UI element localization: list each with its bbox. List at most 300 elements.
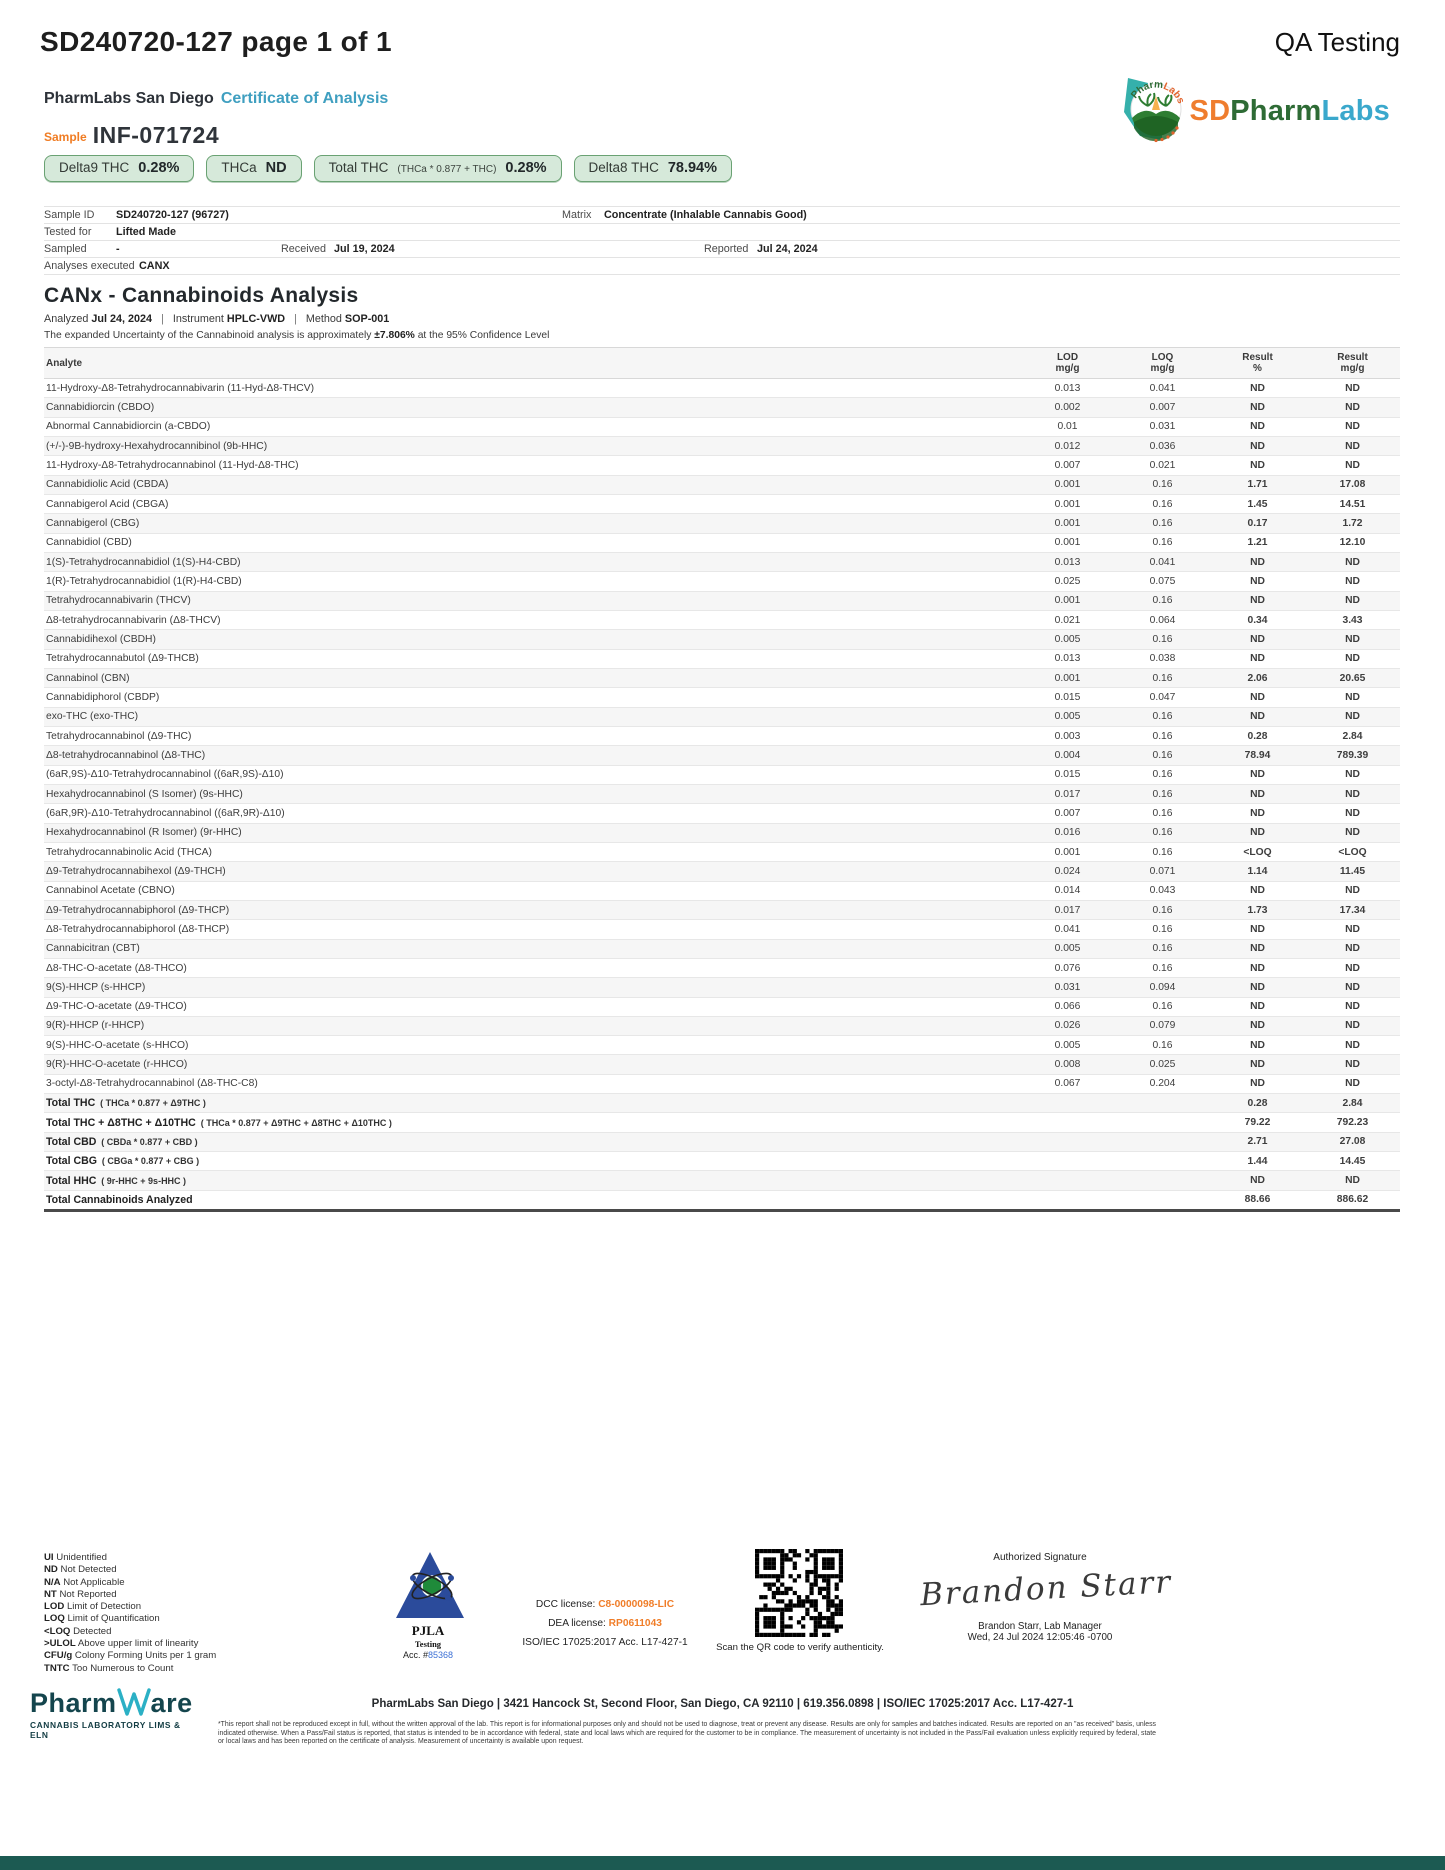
dcc-value: C8-0000098-LIC <box>598 1599 675 1610</box>
logo-pharm-text: Pharm <box>1230 94 1322 127</box>
lod-value: 0.005 <box>1054 633 1081 645</box>
badge-value: 0.28% <box>138 160 180 176</box>
analyte-name: (+/-)-9B-hydroxy-Hexahydrocannibinol (9b-HHC) <box>46 440 268 452</box>
result-mg-value: ND <box>1345 1020 1360 1032</box>
analyte-name: Δ9-Tetrahydrocannabihexol (Δ9-THCH) <box>46 865 226 877</box>
method-value: SOP-001 <box>344 313 390 325</box>
analyte-row <box>44 1036 1400 1055</box>
sample-info-row <box>44 206 1400 224</box>
lod-value: 0.013 <box>1054 556 1081 568</box>
result-pct-value: ND <box>1250 827 1265 839</box>
analyte-row <box>44 553 1400 572</box>
total-formula: ( 9r-HHC + 9s-HHC ) <box>101 1175 187 1186</box>
lod-value: 0.003 <box>1054 730 1081 742</box>
lod-value: 0.001 <box>1054 498 1081 510</box>
analyte-row <box>44 630 1400 649</box>
analyte-name: 9(S)-HHC-O-acetate (s-HHCO) <box>46 1039 189 1051</box>
loq-value: 0.16 <box>1152 788 1173 800</box>
lod-value: 0.066 <box>1054 1001 1081 1013</box>
sdpharmlabs-logo <box>1114 76 1390 146</box>
result-pct-value: ND <box>1250 923 1265 935</box>
signature-date: Wed, 24 Jul 2024 12:05:46 -0700 <box>967 1632 1113 1643</box>
loq-value: 0.16 <box>1152 730 1173 742</box>
total-name: Total THC <box>46 1097 96 1110</box>
analyte-name: Hexahydrocannabinol (R Isomer) (9r-HHC) <box>46 827 242 839</box>
result-pct-value: ND <box>1250 459 1265 471</box>
analyte-name: Cannabidihexol (CBDH) <box>46 633 156 645</box>
matrix-value: Concentrate (Inhalable Cannabis Good) <box>604 209 807 221</box>
result-pct-value: 0.28 <box>1247 730 1268 742</box>
lod-value: 0.004 <box>1054 749 1081 761</box>
lod-value: 0.012 <box>1054 440 1081 452</box>
total-result-pct: 88.66 <box>1244 1194 1271 1206</box>
lab-address-line: PharmLabs San Diego | 3421 Hancock St, Second Floor, San Diego, CA 92110 | 619.356.0898 | ISO/IEC 17025:2017 Acc. L17-427-1 <box>371 1698 1074 1710</box>
legend-text: Not Applicable <box>63 1576 125 1588</box>
loq-value: 0.16 <box>1152 595 1173 607</box>
uncertainty-suffix: at the 95% Confidence Level <box>414 330 550 341</box>
legend-text: Limit of Quantification <box>67 1613 160 1625</box>
lod-value: 0.001 <box>1054 479 1081 491</box>
analyte-row <box>44 379 1400 398</box>
analyte-name: Δ8-tetrahydrocannabivarin (Δ8-THCV) <box>46 614 221 626</box>
analyte-row <box>44 669 1400 688</box>
analyte-name: Cannabidiol (CBD) <box>46 537 132 549</box>
analyte-name: Cannabidiolic Acid (CBDA) <box>46 479 169 491</box>
badge-label: Delta8 THC <box>588 160 659 175</box>
lod-value: 0.001 <box>1054 846 1081 858</box>
loq-value: 0.16 <box>1152 749 1173 761</box>
loq-value: 0.16 <box>1152 1001 1173 1013</box>
loq-value: 0.16 <box>1152 1039 1173 1051</box>
loq-value: 0.079 <box>1149 1020 1176 1032</box>
loq-value: 0.16 <box>1152 537 1173 549</box>
result-mg-value: 1.72 <box>1342 517 1363 529</box>
result-pct-value: ND <box>1250 1020 1265 1032</box>
legend-item <box>44 1589 216 1601</box>
analyte-name: Cannabinol Acetate (CBNO) <box>46 885 175 897</box>
legend-item <box>44 1626 216 1638</box>
badge-label: Total THC <box>328 160 389 175</box>
dea-license-line <box>505 1614 705 1633</box>
result-pct-value: 1.21 <box>1247 537 1268 549</box>
lod-value: 0.001 <box>1054 595 1081 607</box>
lod-value: 0.013 <box>1054 653 1081 665</box>
result-mg-value: 11.45 <box>1339 865 1366 877</box>
sampled-label: Sampled <box>44 243 87 255</box>
lod-value: 0.005 <box>1054 711 1081 723</box>
analyte-name: (6aR,9S)-Δ10-Tetrahydrocannabinol ((6aR,9S)-Δ10) <box>46 769 284 781</box>
result-pct-value: ND <box>1250 691 1265 703</box>
result-pct-value: ND <box>1250 1001 1265 1013</box>
analyte-name: 1(R)-Tetrahydrocannabidiol (1(R)-H4-CBD) <box>46 575 242 587</box>
loq-value: 0.041 <box>1149 556 1176 568</box>
result-mg-value: <LOQ <box>1338 846 1367 858</box>
result-pct-value: ND <box>1250 943 1265 955</box>
analyte-row <box>44 572 1400 591</box>
authorized-signature-label: Authorized Signature <box>993 1552 1087 1563</box>
analyte-row <box>44 398 1400 417</box>
analyte-name: Δ8-tetrahydrocannabinol (Δ8-THC) <box>46 749 206 761</box>
analyte-name: 9(S)-HHCP (s-HHCP) <box>46 981 146 993</box>
result-mg-value: ND <box>1345 981 1360 993</box>
loq-value: 0.16 <box>1152 827 1173 839</box>
badge-value: 78.94% <box>667 160 718 176</box>
loq-value: 0.025 <box>1149 1059 1176 1071</box>
svg-text:PharmLabs: PharmLabs <box>1128 79 1186 106</box>
sample-info-row <box>44 258 1400 275</box>
lab-title-line <box>44 90 388 108</box>
result-pct-value: 78.94 <box>1244 749 1271 761</box>
result-pct-value: 1.71 <box>1247 479 1268 491</box>
result-pct-value: ND <box>1250 711 1265 723</box>
lod-value: 0.007 <box>1054 807 1081 819</box>
analyte-name: 3-octyl-Δ8-Tetrahydrocannabinol (Δ8-THC-C8) <box>46 1078 258 1090</box>
result-mg-value: ND <box>1345 633 1360 645</box>
loq-value: 0.071 <box>1149 865 1176 877</box>
cannabinoids-table <box>44 347 1400 1212</box>
analyte-row <box>44 418 1400 437</box>
analyte-name: Cannabigerol (CBG) <box>46 517 140 529</box>
analyte-name: Hexahydrocannabinol (S Isomer) (9s-HHC) <box>46 788 243 800</box>
analyte-name: 1(S)-Tetrahydrocannabidiol (1(S)-H4-CBD) <box>46 556 241 568</box>
sample-info-row <box>44 224 1400 241</box>
analyte-name: Tetrahydrocannabivarin (THCV) <box>46 595 191 607</box>
result-pct-value: ND <box>1250 633 1265 645</box>
header-result-mg: Result mg/g <box>1337 352 1368 374</box>
legend-item <box>44 1663 216 1675</box>
result-mg-value: ND <box>1345 421 1360 433</box>
logo-wordmark <box>1190 95 1390 128</box>
result-pct-value: ND <box>1250 653 1265 665</box>
lod-value: 0.076 <box>1054 962 1081 974</box>
total-result-mg: 2.84 <box>1342 1097 1363 1109</box>
loq-value: 0.16 <box>1152 633 1173 645</box>
analyte-row <box>44 708 1400 727</box>
result-pct-value: ND <box>1250 575 1265 587</box>
qr-caption: Scan the QR code to verify authenticity. <box>716 1642 884 1653</box>
analyte-row <box>44 1017 1400 1036</box>
disclaimer-text: *This report shall not be reproduced except in full, without the written approval of the lab. This report is for informational purposes only and should not be used to diagnose, treat or prevent any disease. Results are only for samples and batches indicated. Results are reported on an "as received" basis, unless indicated otherwise. When a Pass/Fail status is reported, that status is intended to be in accordance with federal, state and local laws which are required for the customer to be in compliance. The measurement of uncertainty is not included in the Pass/Fail evaluation unless explicitly required by federal, state or local laws and has been reported on the certificate of analysis. Measurement of uncertainty is available upon request. <box>218 1721 1156 1746</box>
total-name: Total CBD <box>46 1135 97 1148</box>
result-mg-value: ND <box>1345 827 1360 839</box>
legend-item <box>44 1577 216 1589</box>
analyte-row <box>44 882 1400 901</box>
result-mg-value: ND <box>1345 923 1360 935</box>
lod-value: 0.005 <box>1054 943 1081 955</box>
analyte-row <box>44 495 1400 514</box>
result-mg-value: ND <box>1345 962 1360 974</box>
lod-value: 0.008 <box>1054 1059 1081 1071</box>
result-pct-value: 1.14 <box>1247 865 1268 877</box>
lod-value: 0.005 <box>1054 1039 1081 1051</box>
analyte-name: 11-Hydroxy-Δ8-Tetrahydrocannabinol (11-Hyd-Δ8-THC) <box>46 459 299 471</box>
dcc-label: DCC license: <box>535 1599 596 1610</box>
analyses-label: Analyses executed <box>44 260 135 272</box>
qa-testing-label: QA Testing <box>1274 27 1400 57</box>
analyte-row <box>44 592 1400 611</box>
lod-value: 0.015 <box>1054 691 1081 703</box>
loq-value: 0.047 <box>1149 691 1176 703</box>
analyte-row <box>44 843 1400 862</box>
instrument-label: Instrument <box>172 313 224 325</box>
analyte-row <box>44 456 1400 475</box>
loq-value: 0.16 <box>1152 807 1173 819</box>
result-mg-value: ND <box>1345 943 1360 955</box>
result-mg-value: ND <box>1345 711 1360 723</box>
analyte-name: Tetrahydrocannabutol (Δ9-THCB) <box>46 653 199 665</box>
sample-label: Sample <box>44 130 87 144</box>
result-mg-value: ND <box>1345 885 1360 897</box>
result-pct-value: ND <box>1250 1078 1265 1090</box>
result-pct-value: ND <box>1250 1039 1265 1051</box>
lod-value: 0.001 <box>1054 537 1081 549</box>
legend-abbr: <LOQ <box>44 1625 71 1637</box>
analyte-name: Cannabinol (CBN) <box>46 672 130 684</box>
result-mg-value: ND <box>1345 459 1360 471</box>
summary-badge <box>44 155 194 182</box>
analyte-name: Abnormal Cannabidiorcin (a-CBDO) <box>46 421 211 433</box>
sampled-value: - <box>116 243 120 255</box>
result-mg-value: ND <box>1345 1078 1360 1090</box>
badge-formula: (THCa * 0.877 + THC) <box>397 164 497 175</box>
received-value: Jul 19, 2024 <box>334 243 395 255</box>
result-mg-value: ND <box>1345 575 1360 587</box>
analyte-row <box>44 650 1400 669</box>
result-pct-value: ND <box>1250 788 1265 800</box>
sample-id: INF-071724 <box>92 122 220 148</box>
loq-value: 0.007 <box>1149 401 1176 413</box>
signatory-name: Brandon Starr, Lab Manager <box>978 1621 1102 1632</box>
lod-value: 0.026 <box>1054 1020 1081 1032</box>
loq-value: 0.031 <box>1149 421 1176 433</box>
pjla-acc-number: 85368 <box>427 1650 454 1660</box>
result-pct-value: 2.06 <box>1247 672 1268 684</box>
analyte-row <box>44 727 1400 746</box>
loq-value: 0.064 <box>1149 614 1176 626</box>
sample-id-label: Sample ID <box>44 209 95 221</box>
legend-abbr: UI <box>44 1552 54 1563</box>
result-pct-value: ND <box>1250 885 1265 897</box>
result-pct-value: ND <box>1250 1059 1265 1071</box>
result-pct-value: ND <box>1250 401 1265 413</box>
total-result-mg: ND <box>1345 1175 1360 1187</box>
analyte-name: Cannabidiphorol (CBDP) <box>46 691 160 703</box>
lod-value: 0.031 <box>1054 981 1081 993</box>
header-analyte: Analyte <box>46 357 83 369</box>
legend-abbr: TNTC <box>44 1662 70 1674</box>
pjla-sub: Testing <box>414 1639 442 1649</box>
result-pct-value: ND <box>1250 595 1265 607</box>
loq-value: 0.075 <box>1149 575 1176 587</box>
lod-value: 0.015 <box>1054 769 1081 781</box>
legend-text: Not Detected <box>60 1564 117 1576</box>
total-result-mg: 14.45 <box>1339 1155 1366 1167</box>
loq-value: 0.16 <box>1152 846 1173 858</box>
signature-script: Brandon Starr <box>919 1564 1173 1614</box>
badge-value: 0.28% <box>505 160 547 176</box>
received-label: Received <box>281 243 327 255</box>
analyte-name: Tetrahydrocannabinol (Δ9-THC) <box>46 730 192 742</box>
reported-value: Jul 24, 2024 <box>757 243 818 255</box>
result-mg-value: 14.51 <box>1339 498 1366 510</box>
result-pct-value: 0.34 <box>1247 614 1268 626</box>
legend-item <box>44 1552 216 1564</box>
summary-badges <box>44 155 732 182</box>
analyte-row <box>44 940 1400 959</box>
analyte-row <box>44 746 1400 765</box>
result-mg-value: 17.34 <box>1339 904 1366 916</box>
pharmware-caption: CANNABIS LABORATORY LIMS & ELN <box>30 1720 181 1740</box>
reported-label: Reported <box>704 243 749 255</box>
loq-value: 0.038 <box>1149 653 1176 665</box>
loq-value: 0.16 <box>1152 962 1173 974</box>
sample-id-value: SD240720-127 (96727) <box>116 209 229 221</box>
legend-text: Above upper limit of linearity <box>77 1638 199 1650</box>
analysis-meta: Analyzed Jul 24, 2024 | Instrument HPLC-VWD | Method SOP-001 <box>44 313 390 325</box>
lab-name: PharmLabs San Diego <box>44 90 214 107</box>
legend-abbr: ND <box>44 1564 58 1576</box>
loq-value: 0.16 <box>1152 769 1173 781</box>
lod-value: 0.014 <box>1054 885 1081 897</box>
total-row <box>44 1094 1400 1113</box>
result-mg-value: ND <box>1345 691 1360 703</box>
legend-text: Too Numerous to Count <box>72 1662 174 1674</box>
analyte-row <box>44 534 1400 553</box>
analyte-row <box>44 437 1400 456</box>
total-formula: ( THCa * 0.877 + Δ9THC + Δ8THC + Δ10THC ) <box>200 1117 392 1128</box>
lod-value: 0.024 <box>1054 865 1081 877</box>
header-result-pct: Result % <box>1242 352 1273 374</box>
result-pct-value: 1.45 <box>1247 498 1268 510</box>
total-row <box>44 1152 1400 1171</box>
result-mg-value: ND <box>1345 807 1360 819</box>
legend-text: Unidentified <box>56 1552 107 1563</box>
loq-value: 0.041 <box>1149 382 1176 394</box>
lod-value: 0.013 <box>1054 382 1081 394</box>
result-pct-value: ND <box>1250 382 1265 394</box>
sample-line <box>44 122 219 149</box>
result-pct-value: ND <box>1250 769 1265 781</box>
total-result-pct: 2.71 <box>1247 1136 1268 1148</box>
loq-value: 0.16 <box>1152 517 1173 529</box>
legend-item <box>44 1564 216 1576</box>
section-title: CANx - Cannabinoids Analysis <box>44 284 359 307</box>
analyte-row <box>44 514 1400 533</box>
analyte-name: Δ9-THC-O-acetate (Δ9-THCO) <box>46 1001 187 1013</box>
loq-value: 0.16 <box>1152 711 1173 723</box>
total-result-mg: 886.62 <box>1336 1194 1369 1206</box>
analyte-row <box>44 1055 1400 1074</box>
pharmware-logo <box>30 1688 200 1740</box>
pjla-accession: Acc. #85368 <box>402 1650 454 1660</box>
analyte-name: Δ8-THC-O-acetate (Δ8-THCO) <box>46 962 187 974</box>
analyte-row <box>44 804 1400 823</box>
sample-info <box>44 206 1400 275</box>
total-result-pct: 1.44 <box>1247 1155 1268 1167</box>
legend-abbr: N/A <box>44 1576 61 1588</box>
total-result-pct: ND <box>1250 1175 1265 1187</box>
pharmware-ware-text: are <box>150 1688 193 1718</box>
analyzed-label: Analyzed <box>44 313 89 325</box>
pharmlabs-emblem-icon <box>1114 76 1186 146</box>
total-name: Total CBG <box>46 1155 98 1168</box>
uncertainty-prefix: The expanded Uncertainty of the Cannabinoid analysis is approximately <box>44 330 375 341</box>
analyte-name: 9(R)-HHCP (r-HHCP) <box>46 1020 145 1032</box>
loq-value: 0.094 <box>1149 981 1176 993</box>
pjla-accreditation <box>368 1548 488 1660</box>
total-name: Total HHC <box>46 1174 97 1187</box>
result-mg-value: 3.43 <box>1342 614 1363 626</box>
result-mg-value: ND <box>1345 788 1360 800</box>
analyte-row <box>44 920 1400 939</box>
result-mg-value: ND <box>1345 1059 1360 1071</box>
analyte-name: exo-THC (exo-THC) <box>46 711 139 723</box>
legend-abbr: >ULOL <box>44 1638 76 1650</box>
analyte-row <box>44 862 1400 881</box>
analyte-name: 9(R)-HHC-O-acetate (r-HHCO) <box>46 1059 188 1071</box>
analyte-row <box>44 785 1400 804</box>
page-title: SD240720-127 page 1 of 1 <box>40 26 393 57</box>
legend-abbr: CFU/g <box>44 1650 73 1662</box>
iso-line: ISO/IEC 17025:2017 Acc. L17-427-1 <box>522 1637 688 1648</box>
legend-item <box>44 1638 216 1650</box>
analyte-name: Cannabigerol Acid (CBGA) <box>46 498 169 510</box>
analyte-row <box>44 901 1400 920</box>
total-formula: ( CBGa * 0.877 + CBG ) <box>101 1156 200 1167</box>
tested-for-value: Lifted Made <box>116 226 176 238</box>
lod-value: 0.002 <box>1054 401 1081 413</box>
legend-abbr: NT <box>44 1588 57 1600</box>
result-pct-value: ND <box>1250 807 1265 819</box>
analyte-name: Cannabidiorcin (CBDO) <box>46 401 155 413</box>
loq-value: 0.16 <box>1152 904 1173 916</box>
tested-for-label: Tested for <box>44 226 92 238</box>
badge-value: ND <box>265 160 287 176</box>
analyte-name: Δ8-Tetrahydrocannabiphorol (Δ8-THCP) <box>46 923 230 935</box>
legend-text: Detected <box>73 1625 112 1637</box>
analyzed-value: Jul 24, 2024 <box>91 313 153 325</box>
loq-value: 0.021 <box>1149 459 1176 471</box>
result-pct-value: <LOQ <box>1243 846 1272 858</box>
result-mg-value: ND <box>1345 1001 1360 1013</box>
uncertainty-value: ±7.806% <box>374 330 415 341</box>
instrument-value: HPLC-VWD <box>226 313 286 325</box>
logo-labs-text: Labs <box>1321 94 1390 127</box>
pjla-name: PJLA <box>411 1623 445 1638</box>
analyte-row <box>44 824 1400 843</box>
summary-badge <box>314 155 562 182</box>
table-body <box>44 379 1400 1212</box>
loq-value: 0.036 <box>1149 440 1176 452</box>
result-pct-value: 0.17 <box>1247 517 1268 529</box>
result-pct-value: ND <box>1250 440 1265 452</box>
total-name: Total Cannabinoids Analyzed <box>46 1193 193 1206</box>
loq-value: 0.16 <box>1152 943 1173 955</box>
analyte-name: Cannabicitran (CBT) <box>46 943 140 955</box>
analyte-name: Tetrahydrocannabinolic Acid (THCA) <box>46 846 212 858</box>
analyte-row <box>44 688 1400 707</box>
abbreviation-legend <box>44 1552 216 1675</box>
lod-value: 0.041 <box>1054 923 1081 935</box>
result-mg-value: 12.10 <box>1339 537 1366 549</box>
summary-badge <box>206 155 301 182</box>
lod-value: 0.01 <box>1057 421 1078 433</box>
result-pct-value: ND <box>1250 556 1265 568</box>
analyte-row <box>44 959 1400 978</box>
lod-value: 0.001 <box>1054 517 1081 529</box>
result-mg-value: ND <box>1345 440 1360 452</box>
total-row <box>44 1191 1400 1212</box>
